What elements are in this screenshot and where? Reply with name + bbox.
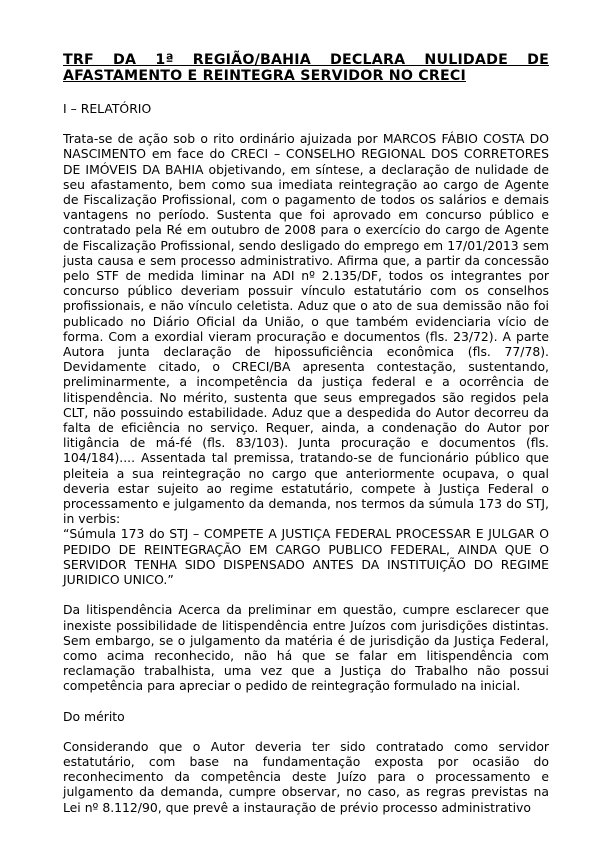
paragraph-relatorio-text: Trata-se de ação sob o rito ordinário ajuizada por MARCOS FÁBIO COSTA DO NASCIMENTO em face do CRECI – CONSELHO REGIONAL DOS CORRETORES DE IMÓVEIS DA BAHIA objetivando, em síntese, a declaração de nulidade de seu afastamento, bem como sua imediata reintegração ao cargo de Agente de Fiscalização Profissional, com o pagamento de todos os salários e demais vantagens no período. Sustenta que foi aprovado em concurso público e contratado pela Ré em outubro de 2008 para o exercício do cargo de Agente de Fiscalização Profissional, sendo desligado do emprego em 17/01/2013 sem justa causa e sem processo administrativo. Afirma que, a partir da concessão pelo STF de medida liminar na ADI nº 2.135/DF, todos os integrantes por concurso público deveriam possuir vínculo estatutário com os conselhos profissionais, e não vínculo celetista. Aduz que o ato de sua demissão não foi publicado no Diário Oficial da União, o que também evidenciaria vício de forma. Com a exordial vieram procuração e documentos (fls. 23/72). A parte Autora junta declaração de hipossuficiência econômica (fls. 77/78). Devidamente citado, o CRECI/BA apresenta contestação, sustentando, preliminarmente, a incompetência da justiça federal e a ocorrência de litispendência. No mérito, sustenta que seus empregados são regidos pela CLT, não possuindo estabilidade. Aduz que a despedida do Autor decorreu da falta de eficiência no serviço. Requer, ainda, a condenação do Autor por litigância de má-fé (fls. 83/103). Junta procuração e documentos (fls. 104/184).... Assentada tal premissa, tratando-se de funcionário público que pleiteia a sua reintegração no cargo que anteriormente ocupava, o qual deveria estar sujeito ao regime estatutário, compete à Justiça Federal o processamento e julgamento da demanda, nos termos da súmula 173 do STJ, in verbis: (63, 131, 549, 527)
document-title (63, 52, 549, 84)
title-line-2: AFASTAMENTO E REINTEGRA SERVIDOR NO CRECI (63, 68, 467, 84)
title-line-1: TRF DA 1ª REGIÃO/BAHIA DECLARA NULIDADE DE (63, 52, 549, 68)
document-page (63, 42, 549, 830)
section-heading-relatorio: I – RELATÓRIO (63, 101, 152, 116)
paragraph-litispendencia: Da litispendência Acerca da preliminar em questão, cumpre esclarecer que inexiste possibilidade de litispendência entre Juízos com jurisdições distintas. Sem embargo, se o julgamento da matéria é de jurisdição da Justiça Federal, como acima reconhecido, não há que se falar em litispendência com reclamação trabalhista, uma vez que a Justiça do Trabalho não possui competência para apreciar o pedido de reintegração formulado na inicial. (63, 602, 549, 694)
section-heading-merito: Do mérito (63, 708, 125, 724)
paragraph-merito: Considerando que o Autor deveria ter sido contratado como servidor estatutário, com base na fundamentação exposta por ocasião do reconhecimento da competência deste Juízo para o processamento e julgamento da demanda, cumpre observar, no caso, as regras previstas na Lei nº 8.112/90, que prevê a instauração de prévio processo administrativo (63, 738, 549, 815)
sumula-quote: “Súmula 173 do STJ – COMPETE A JUSTIÇA FEDERAL PROCESSAR E JULGAR O PEDIDO DE REINTEGRAÇÃO EM CARGO PUBLICO FEDERAL, AINDA QUE O SERVIDOR TENHA SIDO DISPENSADO ANTES DA INSTITUIÇÃO DO REGIME JURIDICO UNICO.” (63, 526, 549, 588)
paragraph-relatorio (63, 131, 549, 587)
